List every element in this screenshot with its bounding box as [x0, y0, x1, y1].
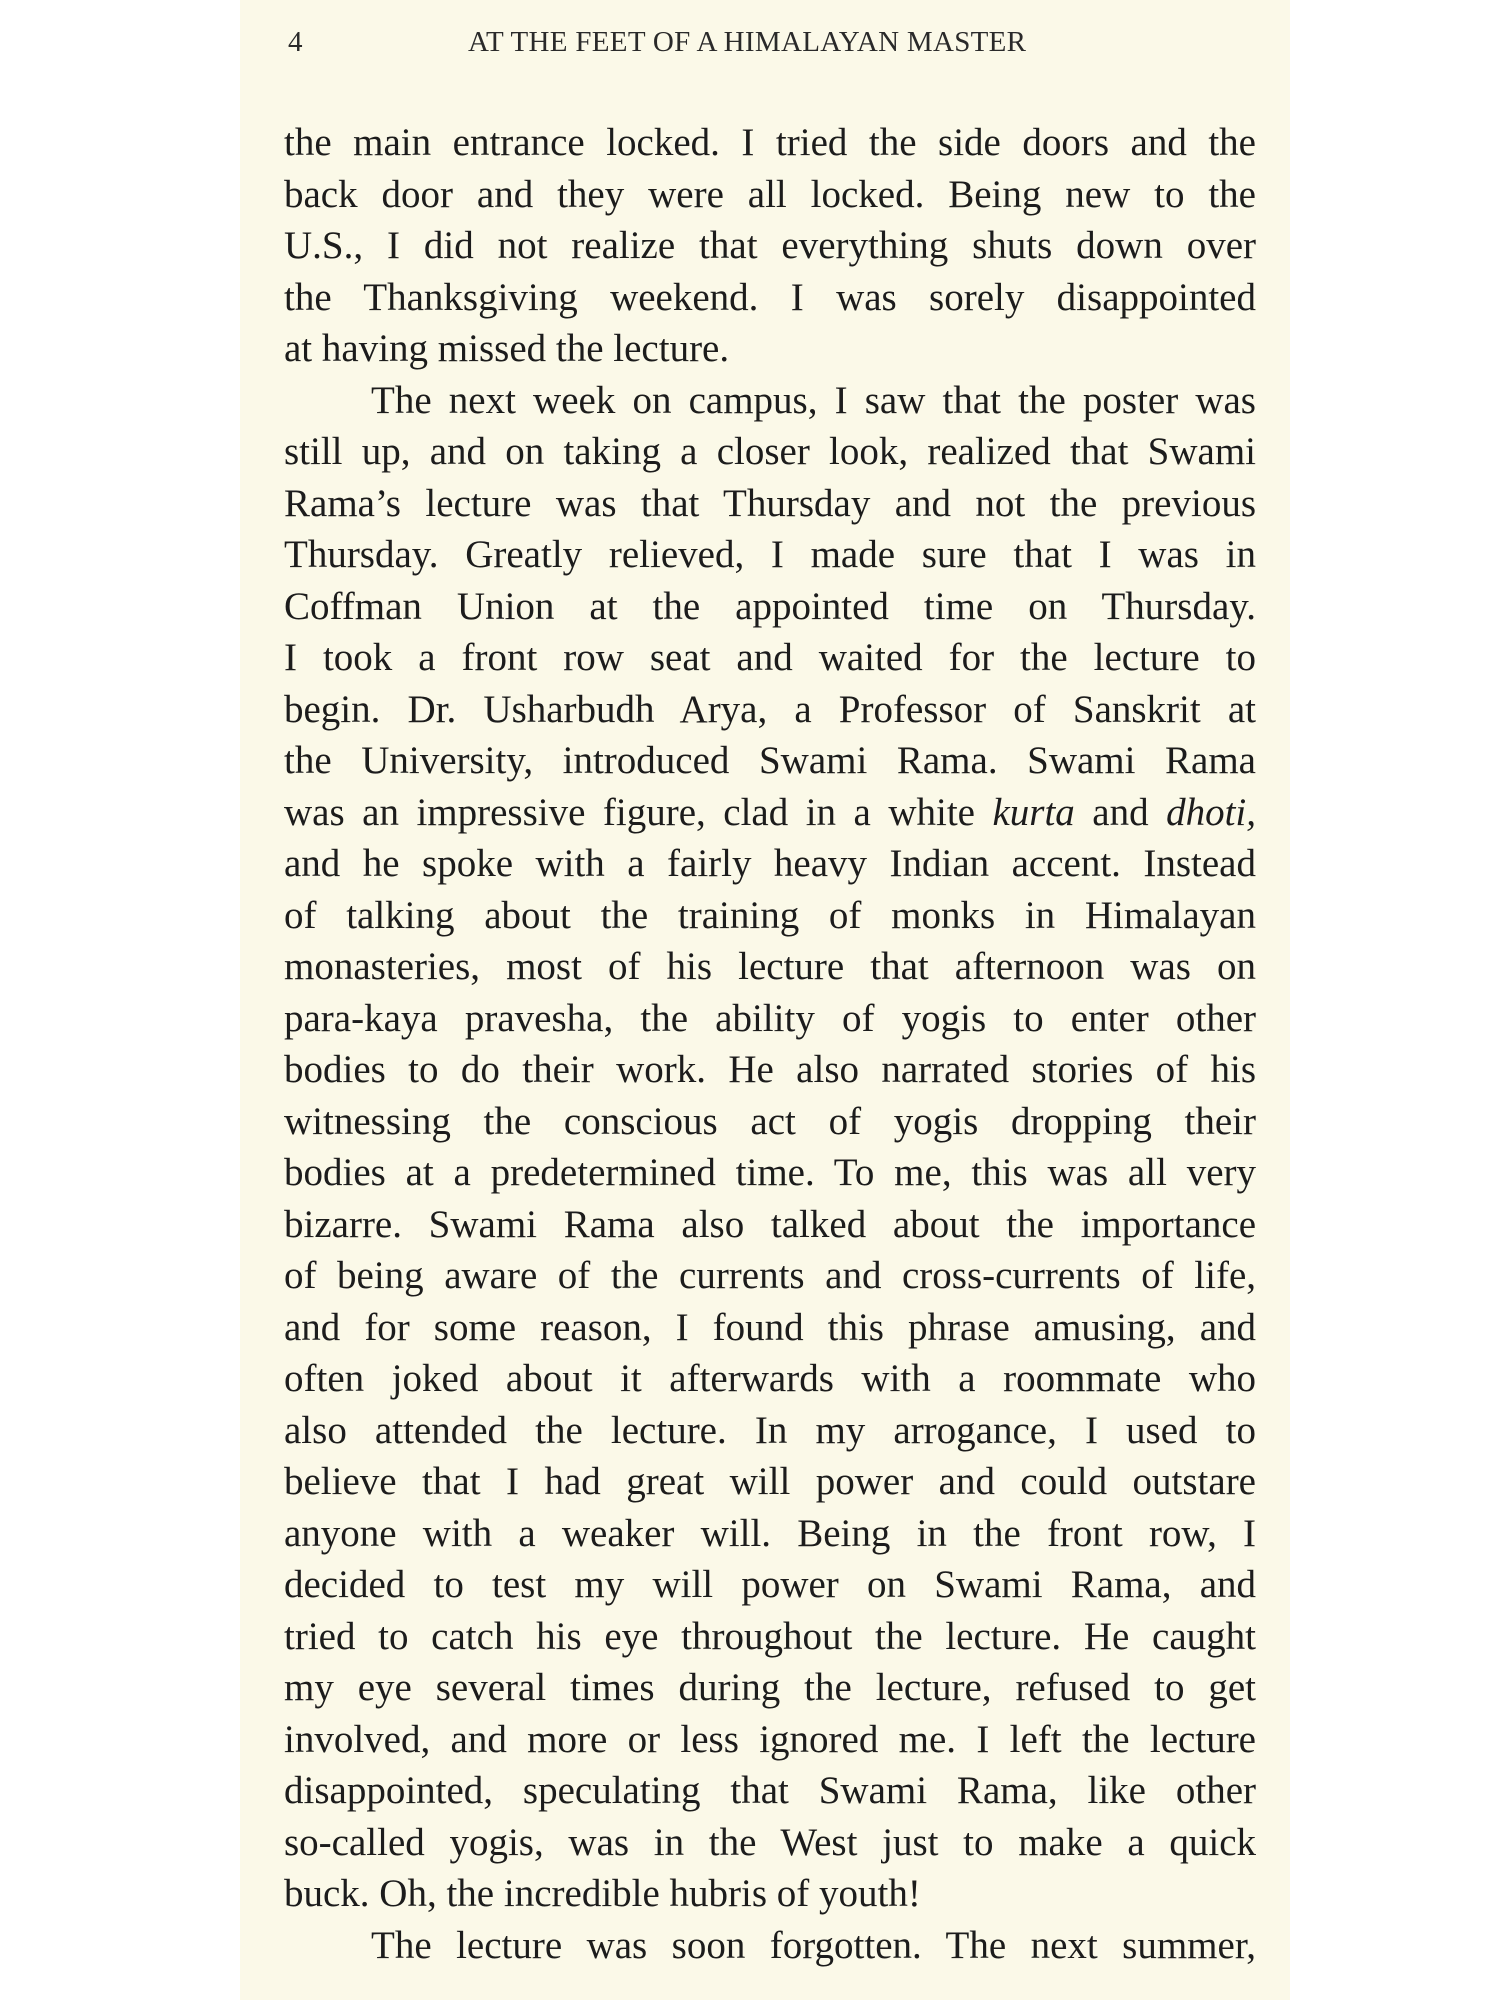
text-line: begin. Dr. Usharbudh Arya, a Professor of Sanskrit at — [284, 687, 1256, 731]
text-line: I took a front row seat and waited for the lecture to — [284, 636, 1256, 679]
text-line: disappointed, speculating that Swami Rama, like other — [284, 1769, 1256, 1812]
text-line: my eye several times during the lecture, refused to get — [284, 1666, 1256, 1709]
text-line: Coffman Union at the appointed time on Thursday. — [284, 584, 1256, 628]
page-number: 4 — [288, 26, 303, 58]
text-line: The next week on campus, I saw that the poster was — [371, 378, 1256, 422]
text-line: and he spoke with a fairly heavy Indian accent. Instead — [284, 842, 1256, 885]
text-line: involved, and more or less ignored me. I left the lecture — [284, 1717, 1256, 1761]
book-page — [240, 0, 1290, 2000]
text-line: so-called yogis, was in the West just to make a quick — [284, 1820, 1256, 1864]
text-line: buck. Oh, the incredible hubris of youth! — [284, 1872, 921, 1915]
text-line: bodies at a predetermined time. To me, this was all very — [284, 1151, 1256, 1194]
text-line: tried to catch his eye throughout the lecture. He caught — [284, 1614, 1256, 1658]
text-line: bizarre. Swami Rama also talked about the importance — [284, 1202, 1256, 1246]
text-segment: was an impressive figure, clad in a white — [284, 790, 993, 834]
text-line: Thursday. Greatly relieved, I made sure that I was in — [284, 533, 1256, 576]
text-line: at having missed the lecture. — [284, 327, 730, 370]
text-line: anyone with a weaker will. Being in the front row, I — [284, 1511, 1256, 1555]
text-line — [284, 787, 1256, 839]
text-line: monasteries, most of his lecture that afternoon was on — [284, 945, 1256, 988]
text-line: witnessing the conscious act of yogis dropping their — [284, 1099, 1256, 1143]
text-segment: and — [1074, 790, 1167, 834]
text-line: decided to test my will power on Swami Rama, and — [284, 1563, 1256, 1606]
text-line: Rama’s lecture was that Thursday and not the previous — [284, 481, 1256, 525]
book-title: AT THE FEET OF A HIMALAYAN MASTER — [468, 26, 1027, 58]
text-line: back door and they were all locked. Being new to the — [284, 172, 1256, 216]
body-text — [284, 117, 1256, 1971]
text-line: of talking about the training of monks in Himalayan — [284, 893, 1256, 937]
text-line: U.S., I did not realize that everything shuts down over — [284, 224, 1256, 267]
text-line: of being aware of the currents and cross-currents of life, — [284, 1254, 1256, 1297]
text-line: also attended the lecture. In my arrogance, I used to — [284, 1408, 1256, 1452]
text-line: the main entrance locked. I tried the side doors and the — [284, 121, 1256, 164]
text-line: the University, introduced Swami Rama. Swami Rama — [284, 739, 1256, 782]
text-line: still up, and on taking a closer look, realized that Swami — [284, 430, 1256, 473]
text-line: the Thanksgiving weekend. I was sorely disappointed — [284, 275, 1256, 319]
italic-term: kurta — [992, 790, 1075, 834]
text-line: and for some reason, I found this phrase amusing, and — [284, 1305, 1256, 1349]
text-line: bodies to do their work. He also narrated stories of his — [284, 1048, 1256, 1091]
text-line: The lecture was soon forgotten. The next summer, — [371, 1923, 1256, 1967]
text-line: para-kaya pravesha, the ability of yogis to enter other — [284, 996, 1256, 1040]
running-head — [240, 26, 1290, 66]
text-line: believe that I had great will power and could outstare — [284, 1460, 1256, 1503]
text-line: often joked about it afterwards with a roommate who — [284, 1357, 1256, 1400]
italic-term: dhoti, — [1166, 790, 1257, 834]
